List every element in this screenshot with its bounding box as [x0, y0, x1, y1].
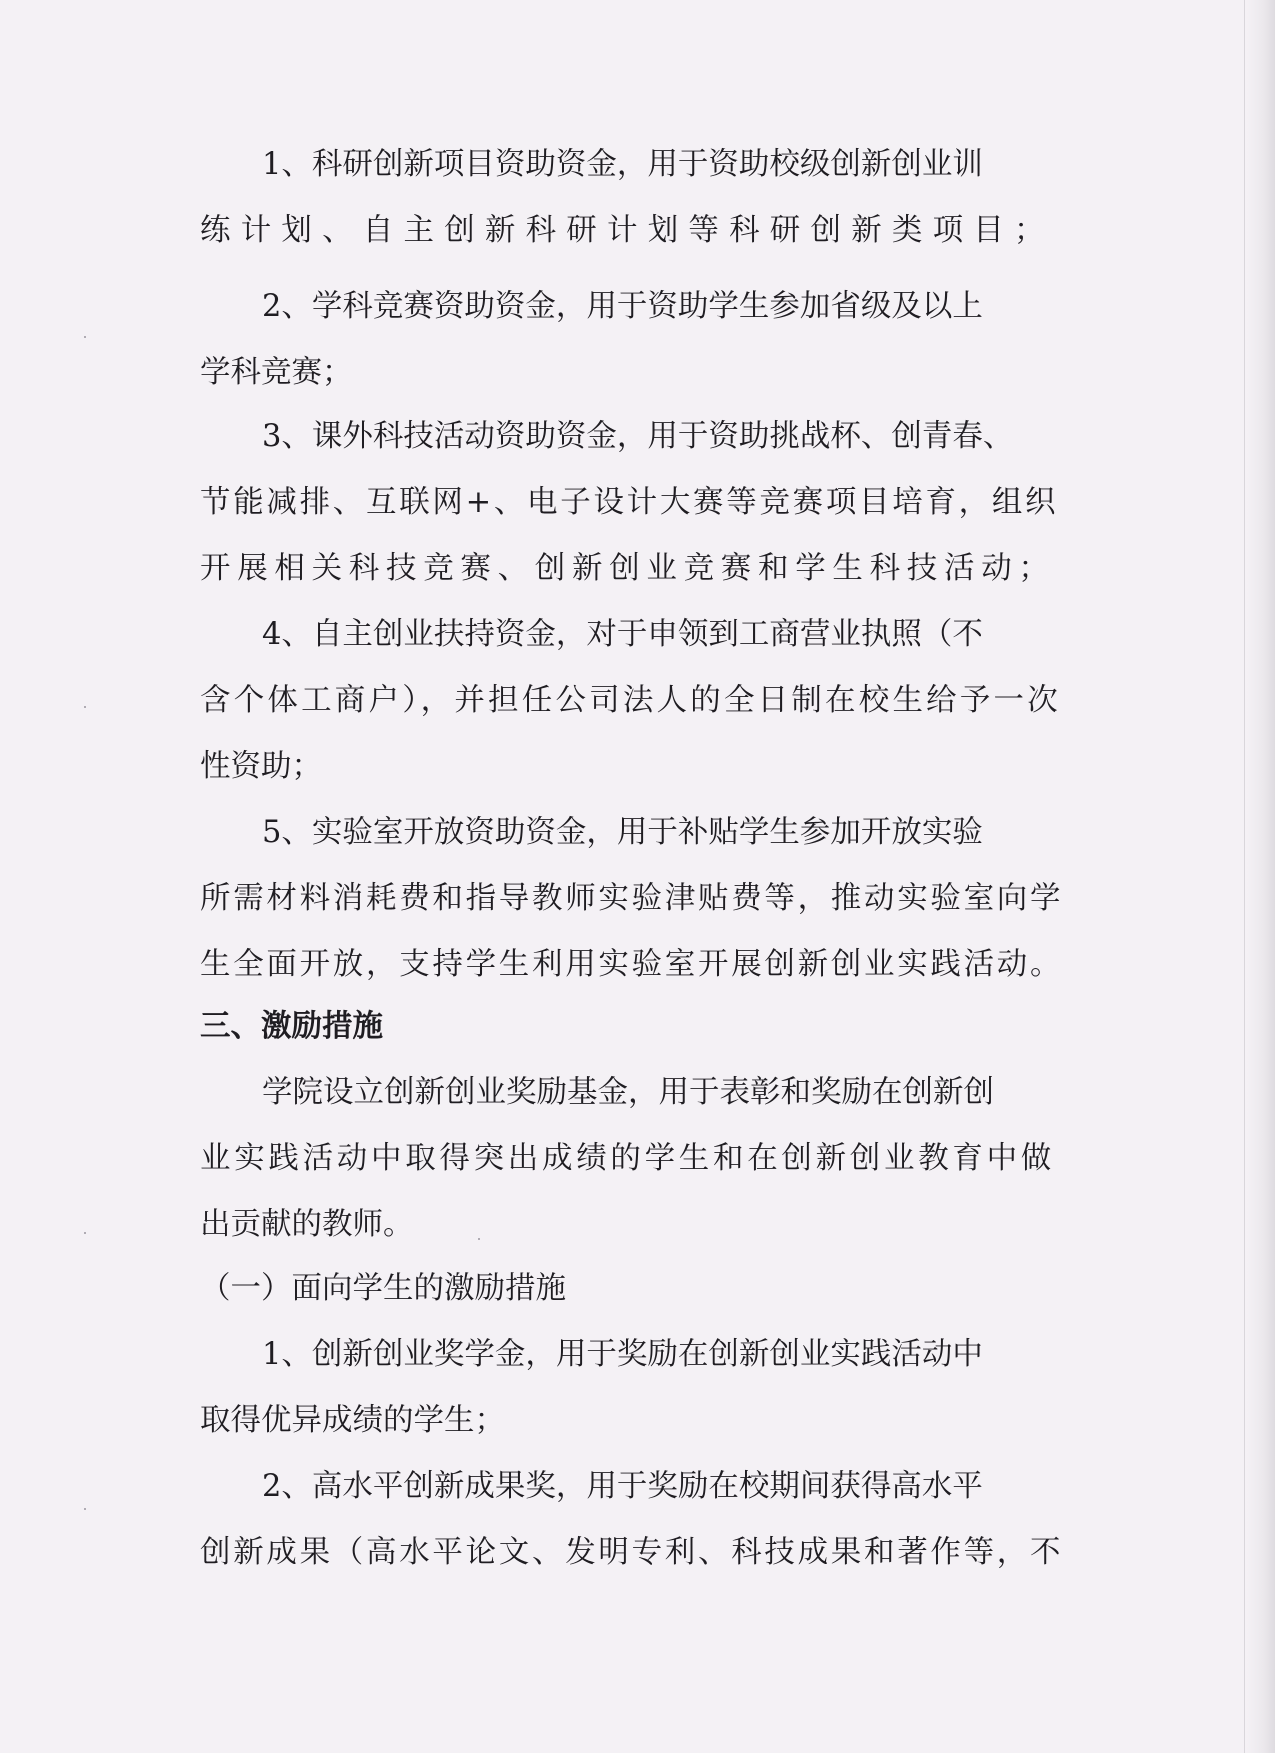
scan-speck — [84, 1232, 86, 1234]
body-line: 学科竞赛； — [200, 355, 353, 390]
section-heading: 三、激励措施 — [200, 1009, 383, 1044]
body-line: 5、实验室开放资助资金，用于补贴学生参加开放实验 — [262, 815, 983, 850]
body-line: 练计划、自主创新科研计划等科研创新类项目； — [200, 213, 1055, 248]
body-line: 取得优异成绩的学生； — [200, 1403, 505, 1438]
scan-speck — [84, 336, 86, 338]
page-edge — [1247, 0, 1275, 1753]
body-line: 1、科研创新项目资助资金，用于资助校级创新创业训 — [262, 147, 983, 182]
body-line: 节能减排、互联网+、电子设计大赛等竞赛项目培育，组织 — [200, 485, 1059, 520]
body-line: 2、学科竞赛资助资金，用于资助学生参加省级及以上 — [262, 289, 983, 324]
body-line: 学院设立创新创业奖励基金，用于表彰和奖励在创新创 — [262, 1075, 994, 1110]
body-line: 4、自主创业扶持资金，对于申领到工商营业执照（不 — [262, 617, 983, 652]
body-line: 1、创新创业奖学金，用于奖励在创新创业实践活动中 — [262, 1337, 983, 1372]
page-edge-shadow — [1244, 0, 1245, 1753]
body-line: 所需材料消耗费和指导教师实验津贴费等，推动实验室向学 — [200, 881, 1064, 916]
body-line: 含个体工商户），并担任公司法人的全日制在校生给予一次 — [200, 683, 1061, 718]
body-line: 出贡献的教师。 — [200, 1207, 414, 1242]
scan-speck — [84, 1508, 86, 1510]
body-line: 开展相关科技竞赛、创新创业竞赛和学生科技活动； — [200, 551, 1056, 586]
subsection-heading: （一）面向学生的激励措施 — [200, 1271, 566, 1306]
scan-speck — [84, 706, 86, 708]
body-line: 业实践活动中取得突出成绩的学生和在创新创业教育中做 — [200, 1141, 1055, 1176]
body-line: 2、高水平创新成果奖，用于奖励在校期间获得高水平 — [262, 1469, 983, 1504]
body-line: 生全面开放，支持学生利用实验室开展创新创业实践活动。 — [200, 947, 1064, 982]
body-line: 3、课外科技活动资助资金，用于资助挑战杯、创青春、 — [262, 419, 1014, 454]
body-line: 性资助； — [200, 749, 322, 784]
scan-speck — [478, 1238, 480, 1240]
body-line: 创新成果（高水平论文、发明专利、科技成果和著作等，不 — [200, 1535, 1064, 1570]
